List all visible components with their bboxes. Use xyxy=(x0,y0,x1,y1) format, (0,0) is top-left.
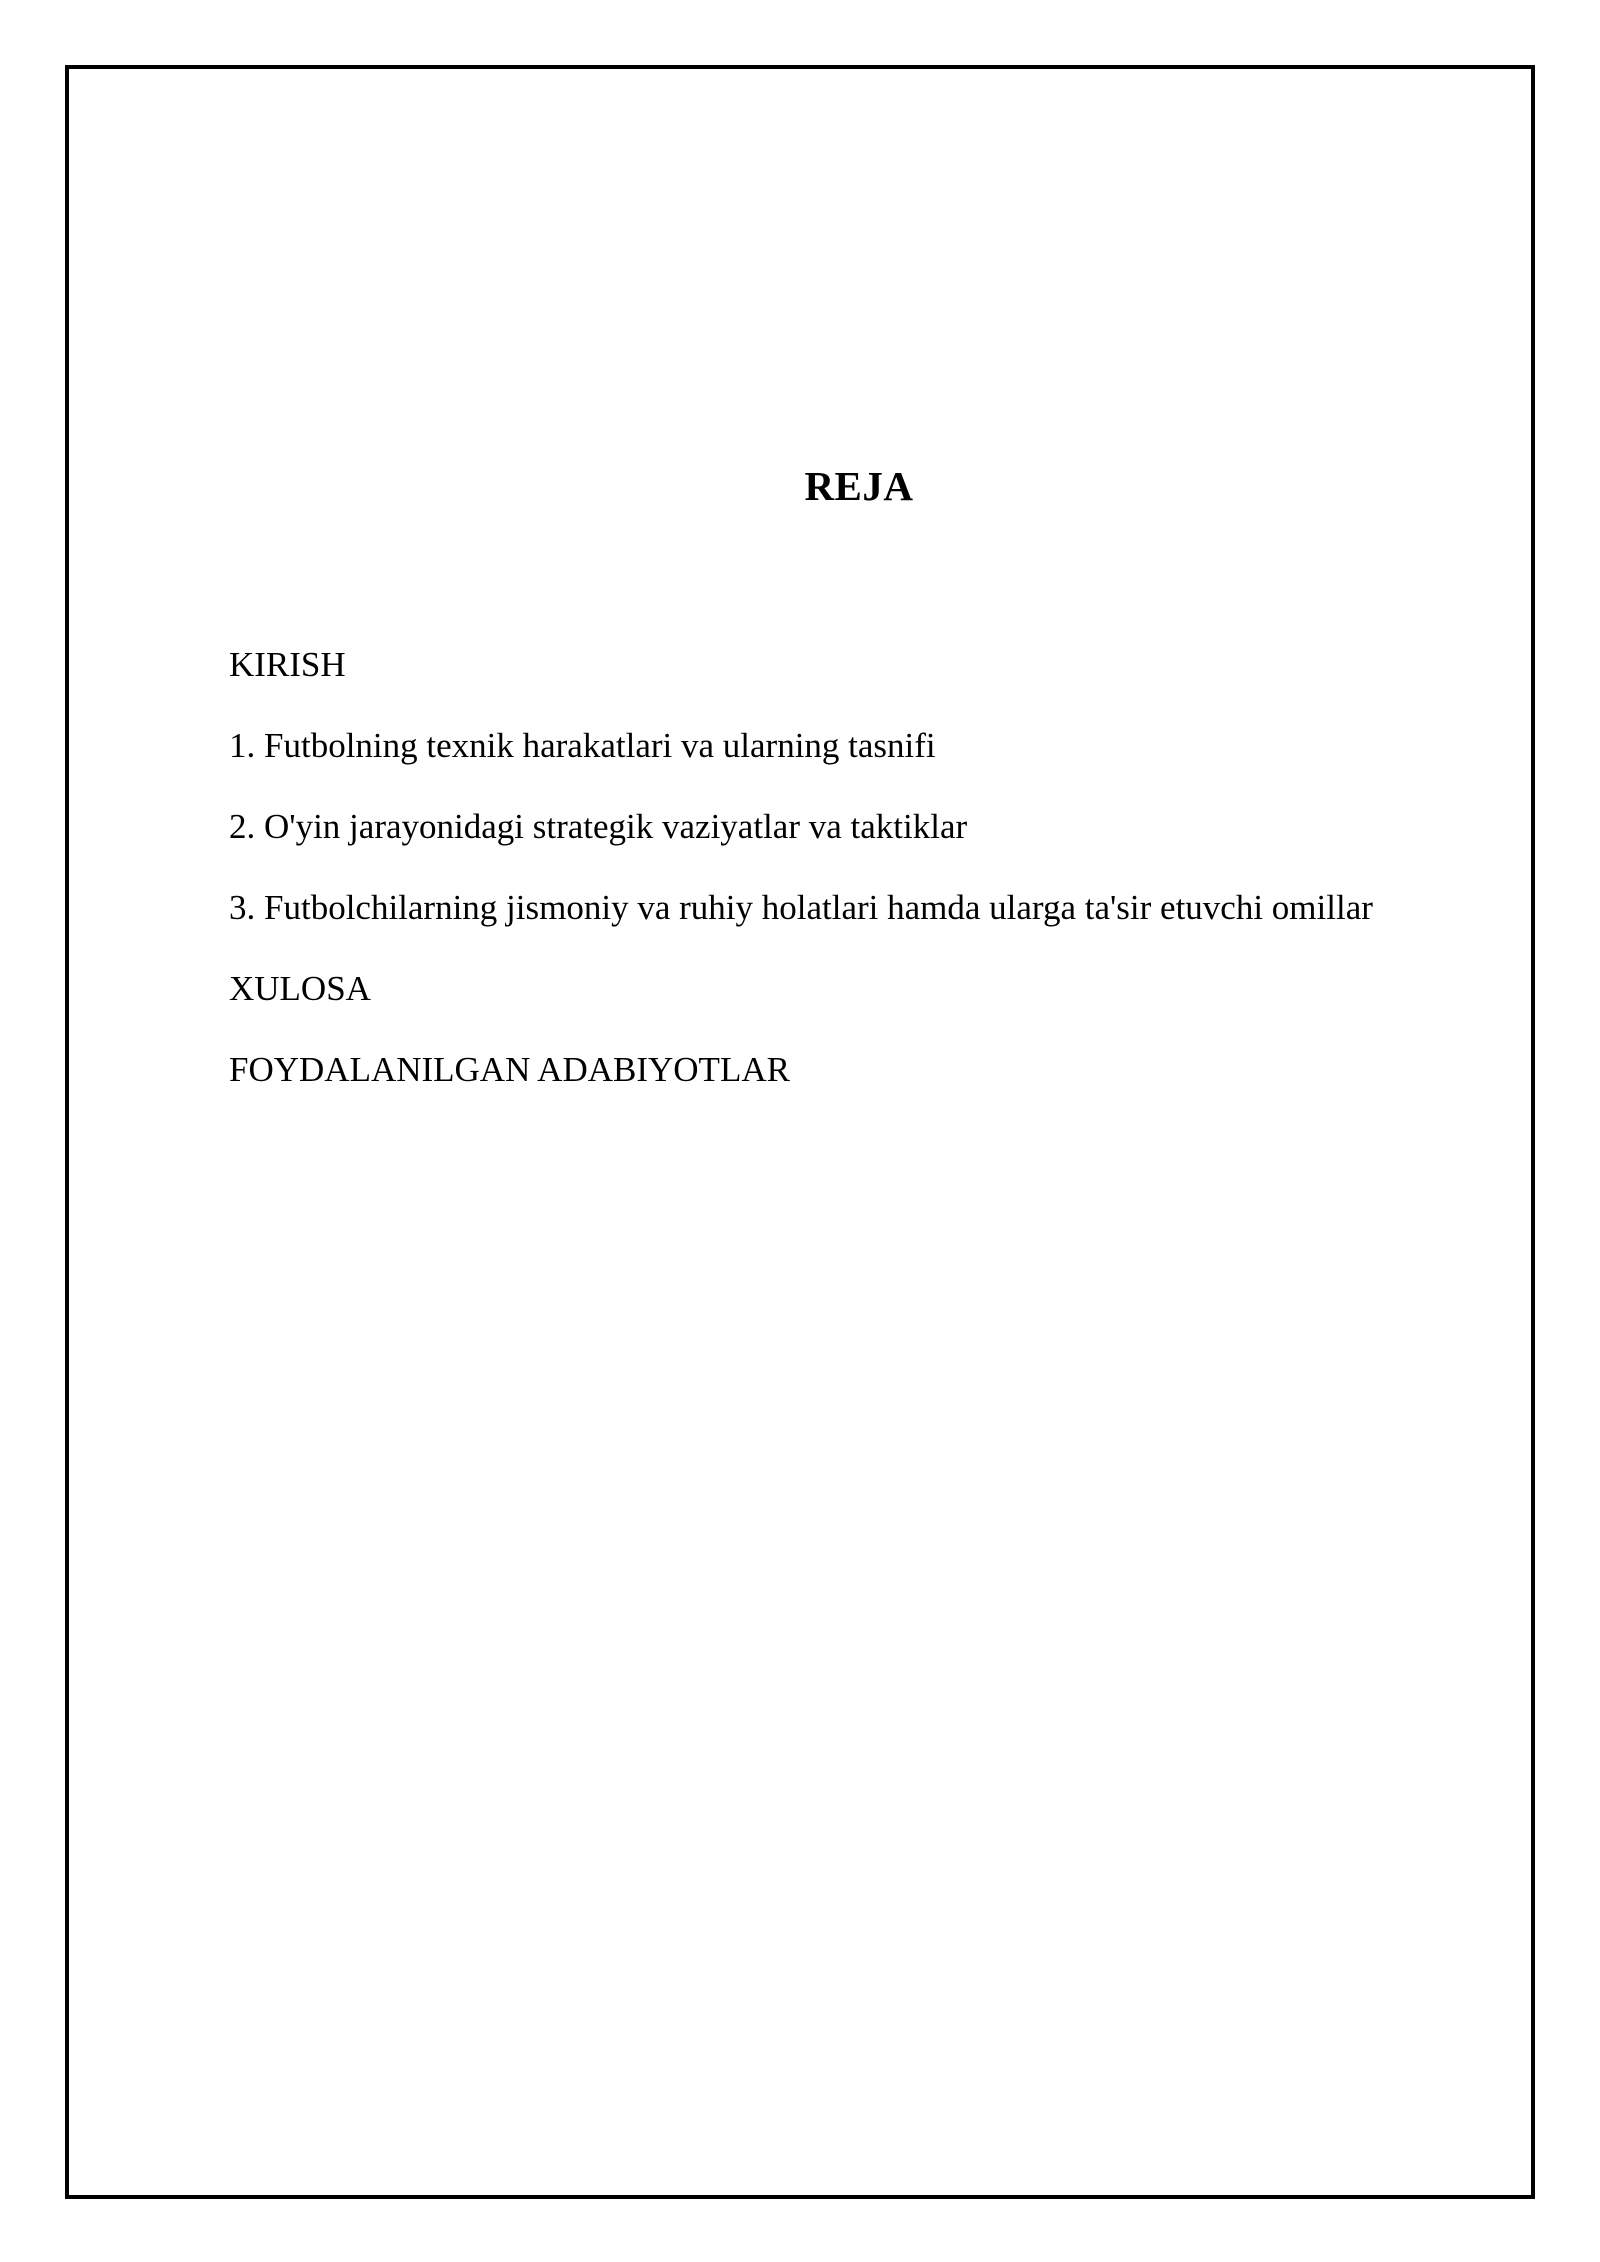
toc-item-section-1: 1. Futbolning texnik harakatlari va ularning tasnifi xyxy=(229,726,936,765)
toc-item-section-2: 2. O'yin jarayonidagi strategik vaziyatlar va taktiklar xyxy=(229,807,968,846)
toc-item-introduction: KIRISH xyxy=(229,645,346,684)
page-border xyxy=(65,65,1535,2199)
toc-item-references: FOYDALANILGAN ADABIYOTLAR xyxy=(229,1050,790,1089)
toc-item-section-3: 3. Futbolchilarning jismoniy va ruhiy holatlari hamda ularga ta'sir etuvchi omillar xyxy=(229,888,1373,927)
table-of-contents xyxy=(229,644,1373,1130)
toc-item-conclusion: XULOSA xyxy=(229,969,371,1008)
page-title: REJA xyxy=(804,463,914,509)
